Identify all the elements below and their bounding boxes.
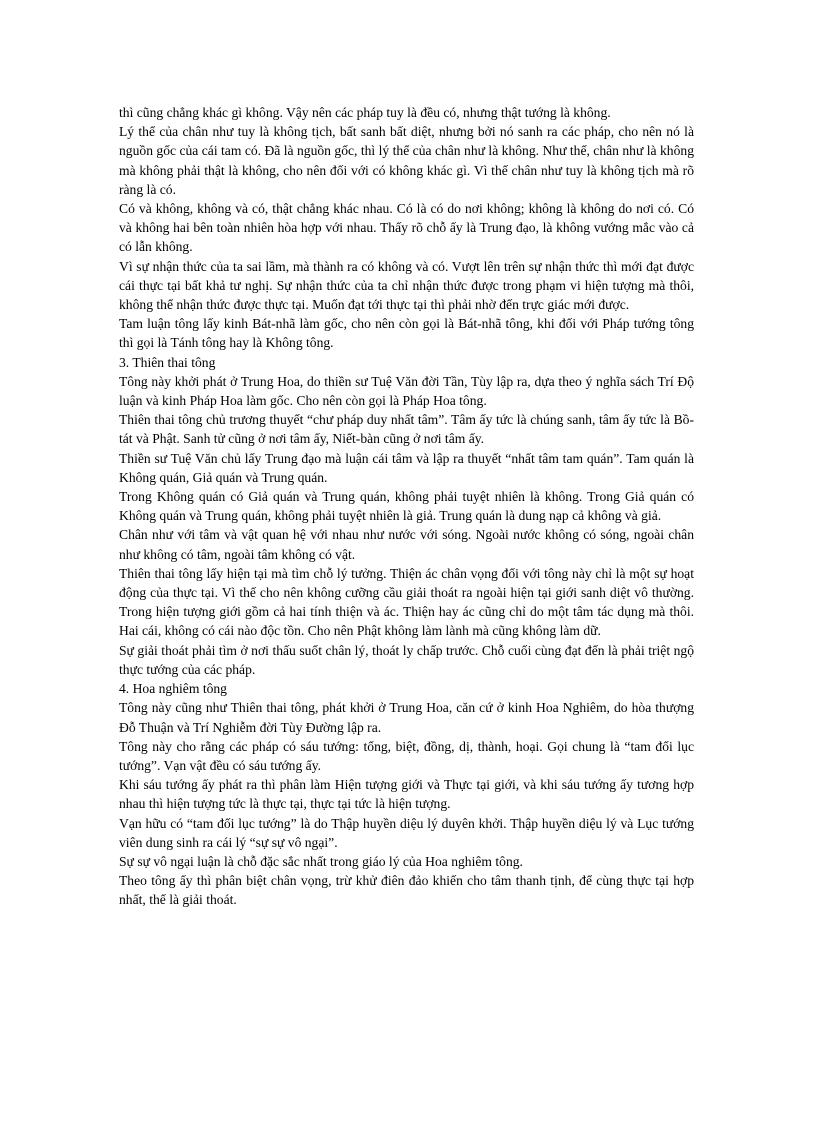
paragraph: Khi sáu tướng ấy phát ra thì phân làm Hiện tượng giới và Thực tại giới, và khi sáu tướng ấy tương hợp nhau thì hiện tượng tức là thực tại, thực tại tức là hiện tượng. — [119, 777, 694, 812]
paragraph: Có và không, không và có, thật chẳng khác nhau. Có là có do nơi không; không là không do nơi có. Có và không hai bên toàn nhiên hòa hợp với nhau. Thấy rõ chỗ ấy là Trung đạo, là không vướng mắc vào cả có lẫn không. — [119, 201, 694, 255]
paragraph: Tông này cho rằng các pháp có sáu tướng: tổng, biệt, đồng, dị, thành, hoại. Gọi chung là “tam đối lục tướng”. Vạn vật đều có sáu tướng ấy. — [119, 738, 694, 773]
paragraph: Tông này cũng như Thiên thai tông, phát khởi ở Trung Hoa, căn cứ ở kinh Hoa Nghiêm, do hòa thượng Đỗ Thuận và Trí Nghiễm đời Tùy Đường lập ra. — [119, 700, 694, 735]
paragraph: Vì sự nhận thức của ta sai lầm, mà thành ra có không và có. Vượt lên trên sự nhận thức thì mới đạt được cái thực tại bất khả tư nghị. Sự nhận thức của ta chỉ nhận thức được trong phạm vi hiện tượng mà thôi, không thể nhận thức được thực tại. Muốn đạt tới thực tại thì phải nhờ đến trực giác mới được. — [119, 258, 694, 313]
paragraph: Chân như với tâm và vật quan hệ với nhau như nước với sóng. Ngoài nước không có sóng, ngoài chân như không có tâm, ngoài tâm không có vật. — [119, 527, 694, 562]
paragraph: Thiên thai tông lấy hiện tại mà tìm chỗ lý tưởng. Thiện ác chân vọng đối với tông này chỉ là một sự hoạt động của thực tại. Vì thế cho nên không cưỡng cầu giải thoát ra ngoài hiện tại giới sanh diệt vô thường. Trong hiện tượng giới gồm cả hai tính thiện và ác. Thiện hay ác cũng chỉ do một tâm tác dụng mà thôi. Hai cái, không có cái nào độc tồn. Cho nên Phật không làm lành mà cũng không làm dữ. — [119, 565, 694, 639]
paragraph: Trong Không quán có Giả quán và Trung quán, không phải tuyệt nhiên là không. Trong Giả quán có Không quán và Trung quán, không phải tuyệt nhiên là giả. Trung quán là dung nạp cả không và giả. — [119, 489, 694, 524]
paragraph: Lý thể của chân như tuy là không tịch, bất sanh bất diệt, nhưng bởi nó sanh ra các pháp, cho nên nó là nguồn gốc của cái tam có. Đã là nguồn gốc, thì lý thể của chân như là không. Như thế, chân như là không mà không phải thật là không, cho nên đối với có không khác gì. Vì thế chân như tuy là không tịch mà rõ ràng là có. — [119, 124, 694, 197]
paragraph: Vạn hữu có “tam đối lục tướng” là do Thập huyền diệu lý duyên khởi. Thập huyền diệu lý và Lục tướng viên dung sinh ra cái lý “sự sự vô ngại”. — [119, 815, 694, 850]
paragraph: Tông này khởi phát ở Trung Hoa, do thiền sư Tuệ Văn đời Tần, Tùy lập ra, dựa theo ý nghĩa sách Trí Độ luận và kinh Pháp Hoa làm gốc. Cho nên còn gọi là Pháp Hoa tông. — [119, 373, 694, 409]
paragraph: Sự giải thoát phải tìm ở nơi thấu suốt chân lý, thoát ly chấp trước. Chỗ cuối cùng đạt đến là phải triệt ngộ thực tướng của các pháp. — [119, 642, 694, 677]
paragraph: Theo tông ấy thì phân biệt chân vọng, trừ khử điên đảo khiến cho tâm thanh tịnh, để cùng thực tại hợp nhất, thế là giải thoát. — [119, 873, 694, 908]
paragraph: Thiên thai tông chủ trương thuyết “chư pháp duy nhất tâm”. Tâm ấy tức là chúng sanh, tâm ấy tức là Bồ-tát và Phật. Sanh tử cũng ở nơi tâm ấy, Niết-bàn cũng ở nơi tâm ấy. — [119, 412, 694, 447]
section-heading: 4. Hoa nghiêm tông — [119, 681, 227, 697]
section-heading: 3. Thiên thai tông — [119, 354, 216, 370]
paragraph: Thiền sư Tuệ Văn chủ lấy Trung đạo mà luận cái tâm và lập ra thuyết “nhất tâm tam quán”. Tam quán là Không quán, Giả quán và Trung quán. — [119, 450, 694, 485]
document-page — [119, 103, 694, 910]
paragraph: Sự sự vô ngại luận là chỗ đặc sắc nhất trong giáo lý của Hoa nghiêm tông. — [119, 853, 523, 869]
paragraph: thì cũng chẳng khác gì không. Vậy nên các pháp tuy là đều có, nhưng thật tướng là không. — [119, 105, 611, 120]
paragraph: Tam luận tông lấy kinh Bát-nhã làm gốc, cho nên còn gọi là Bát-nhã tông, khi đối với Pháp tướng tông thì gọi là Tánh tông hay là Không tông. — [119, 316, 694, 351]
